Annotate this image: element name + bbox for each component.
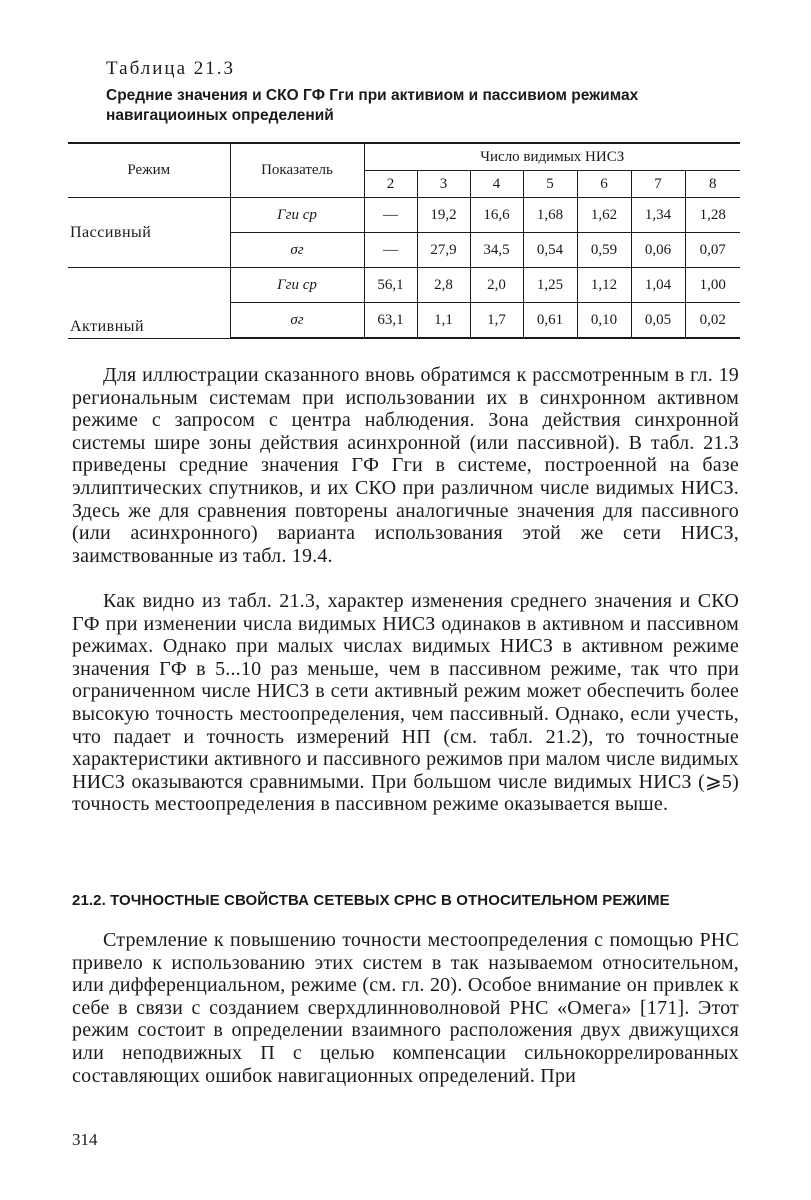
table-row bbox=[68, 198, 740, 233]
table-row bbox=[68, 268, 740, 303]
value-cell: 34,5 bbox=[470, 233, 523, 268]
value-cell: 0,61 bbox=[523, 303, 577, 339]
mode-passive: Пассивный bbox=[68, 198, 230, 268]
value-cell: 1,28 bbox=[685, 198, 740, 233]
value-cell: 19,2 bbox=[417, 198, 470, 233]
indicator-cell: σг bbox=[230, 303, 364, 339]
value-cell: 2,0 bbox=[470, 268, 523, 303]
header-count: 6 bbox=[577, 171, 631, 198]
table-caption: Таблица 21.3 bbox=[106, 58, 236, 79]
value-cell: — bbox=[364, 198, 417, 233]
indicator-cell: Гги ср bbox=[230, 268, 364, 303]
header-count: 7 bbox=[631, 171, 685, 198]
value-cell: — bbox=[364, 233, 417, 268]
value-cell: 0,10 bbox=[577, 303, 631, 339]
value-cell: 0,54 bbox=[523, 233, 577, 268]
table-header-row bbox=[68, 143, 740, 171]
value-cell: 0,06 bbox=[631, 233, 685, 268]
value-cell: 1,04 bbox=[631, 268, 685, 303]
value-cell: 1,12 bbox=[577, 268, 631, 303]
header-mode: Режим bbox=[68, 143, 230, 198]
page-number: 314 bbox=[72, 1130, 98, 1149]
value-cell: 1,25 bbox=[523, 268, 577, 303]
header-count: 4 bbox=[470, 171, 523, 198]
value-cell: 1,68 bbox=[523, 198, 577, 233]
value-cell: 1,7 bbox=[470, 303, 523, 339]
value-cell: 63,1 bbox=[364, 303, 417, 339]
section-heading: 21.2. ТОЧНОСТНЫЕ СВОЙСТВА СЕТЕВЫХ СРНС В ОТНОСИТЕЛЬНОМ РЕЖИМЕ bbox=[72, 892, 670, 909]
value-cell: 0,05 bbox=[631, 303, 685, 339]
header-count: 3 bbox=[417, 171, 470, 198]
value-cell: 0,59 bbox=[577, 233, 631, 268]
value-cell: 2,8 bbox=[417, 268, 470, 303]
indicator-cell: σг bbox=[230, 233, 364, 268]
table-title: Средние значения и СКО ГФ Гги при активиом и пассивиом режимах навигациоиных определений bbox=[106, 87, 639, 124]
value-cell: 1,62 bbox=[577, 198, 631, 233]
value-cell: 0,07 bbox=[685, 233, 740, 268]
mode-active: Активный bbox=[68, 268, 230, 339]
value-cell: 0,02 bbox=[685, 303, 740, 339]
value-cell: 1,1 bbox=[417, 303, 470, 339]
indicator-cell: Гги ср bbox=[230, 198, 364, 233]
header-count: 5 bbox=[523, 171, 577, 198]
paragraph: Для иллюстрации сказанного вновь обратимся к рассмотренным в гл. 19 региональным системам при использовании их в синхронном активном режиме с запросом с центра наблюдения. Зона действия синхронной системы шире зоны действия асинхронной (или пассивной). В табл. 21.3 приведены средние значения ГФ Гги в системе, построенной на базе эллиптических спутников, и их СКО при различном числе видимых НИСЗ. Здесь же для сравнения повторены аналогичные значения для пассивного (или асинхронного) варианта использования этой же сети НИСЗ, заимствованные из табл. 19.4. bbox=[72, 364, 739, 567]
value-cell: 27,9 bbox=[417, 233, 470, 268]
paragraph: Как видно из табл. 21.3, характер изменения среднего значения и СКО ГФ при изменении числа видимых НИСЗ одинаков в активном и пассивном режимах. Однако при малых числах видимых НИСЗ в активном режиме значения ГФ в 5...10 раз меньше, чем в пассивном режиме, так что при ограниченном числе НИСЗ в сети активный режим может обеспечить более высокую точность местоопределения, чем пассивный. Однако, если учесть, что падает и точность измерений НП (см. табл. 21.2), то точностные характеристики активного и пассивного режимов при малом числе видимых НИСЗ оказываются сравнимыми. При большом числе видимых НИСЗ (⩾5) точность местоопределения в пассивном режиме оказывается выше. bbox=[72, 590, 739, 816]
paragraph: Стремление к повышению точности местоопределения с помощью РНС привело к использованию этих систем в так называемом относительном, или дифференциальном, режиме (см. гл. 20). Особое внимание он привлек к себе в связи с созданием сверхдлинноволновой РНС «Омега» [171]. Этот режим состоит в определении взаимного расположения двух движущихся или неподвижных П с целью компенсации сильнокоррелированных составляющих ошибок навигационных определений. При bbox=[72, 929, 739, 1087]
header-count: 2 bbox=[364, 171, 417, 198]
value-cell: 1,34 bbox=[631, 198, 685, 233]
header-visible-count: Число видимых НИСЗ bbox=[364, 143, 740, 171]
value-cell: 1,00 bbox=[685, 268, 740, 303]
value-cell: 16,6 bbox=[470, 198, 523, 233]
header-count: 8 bbox=[685, 171, 740, 198]
data-table bbox=[68, 142, 740, 339]
header-indicator: Показатель bbox=[230, 143, 364, 198]
value-cell: 56,1 bbox=[364, 268, 417, 303]
